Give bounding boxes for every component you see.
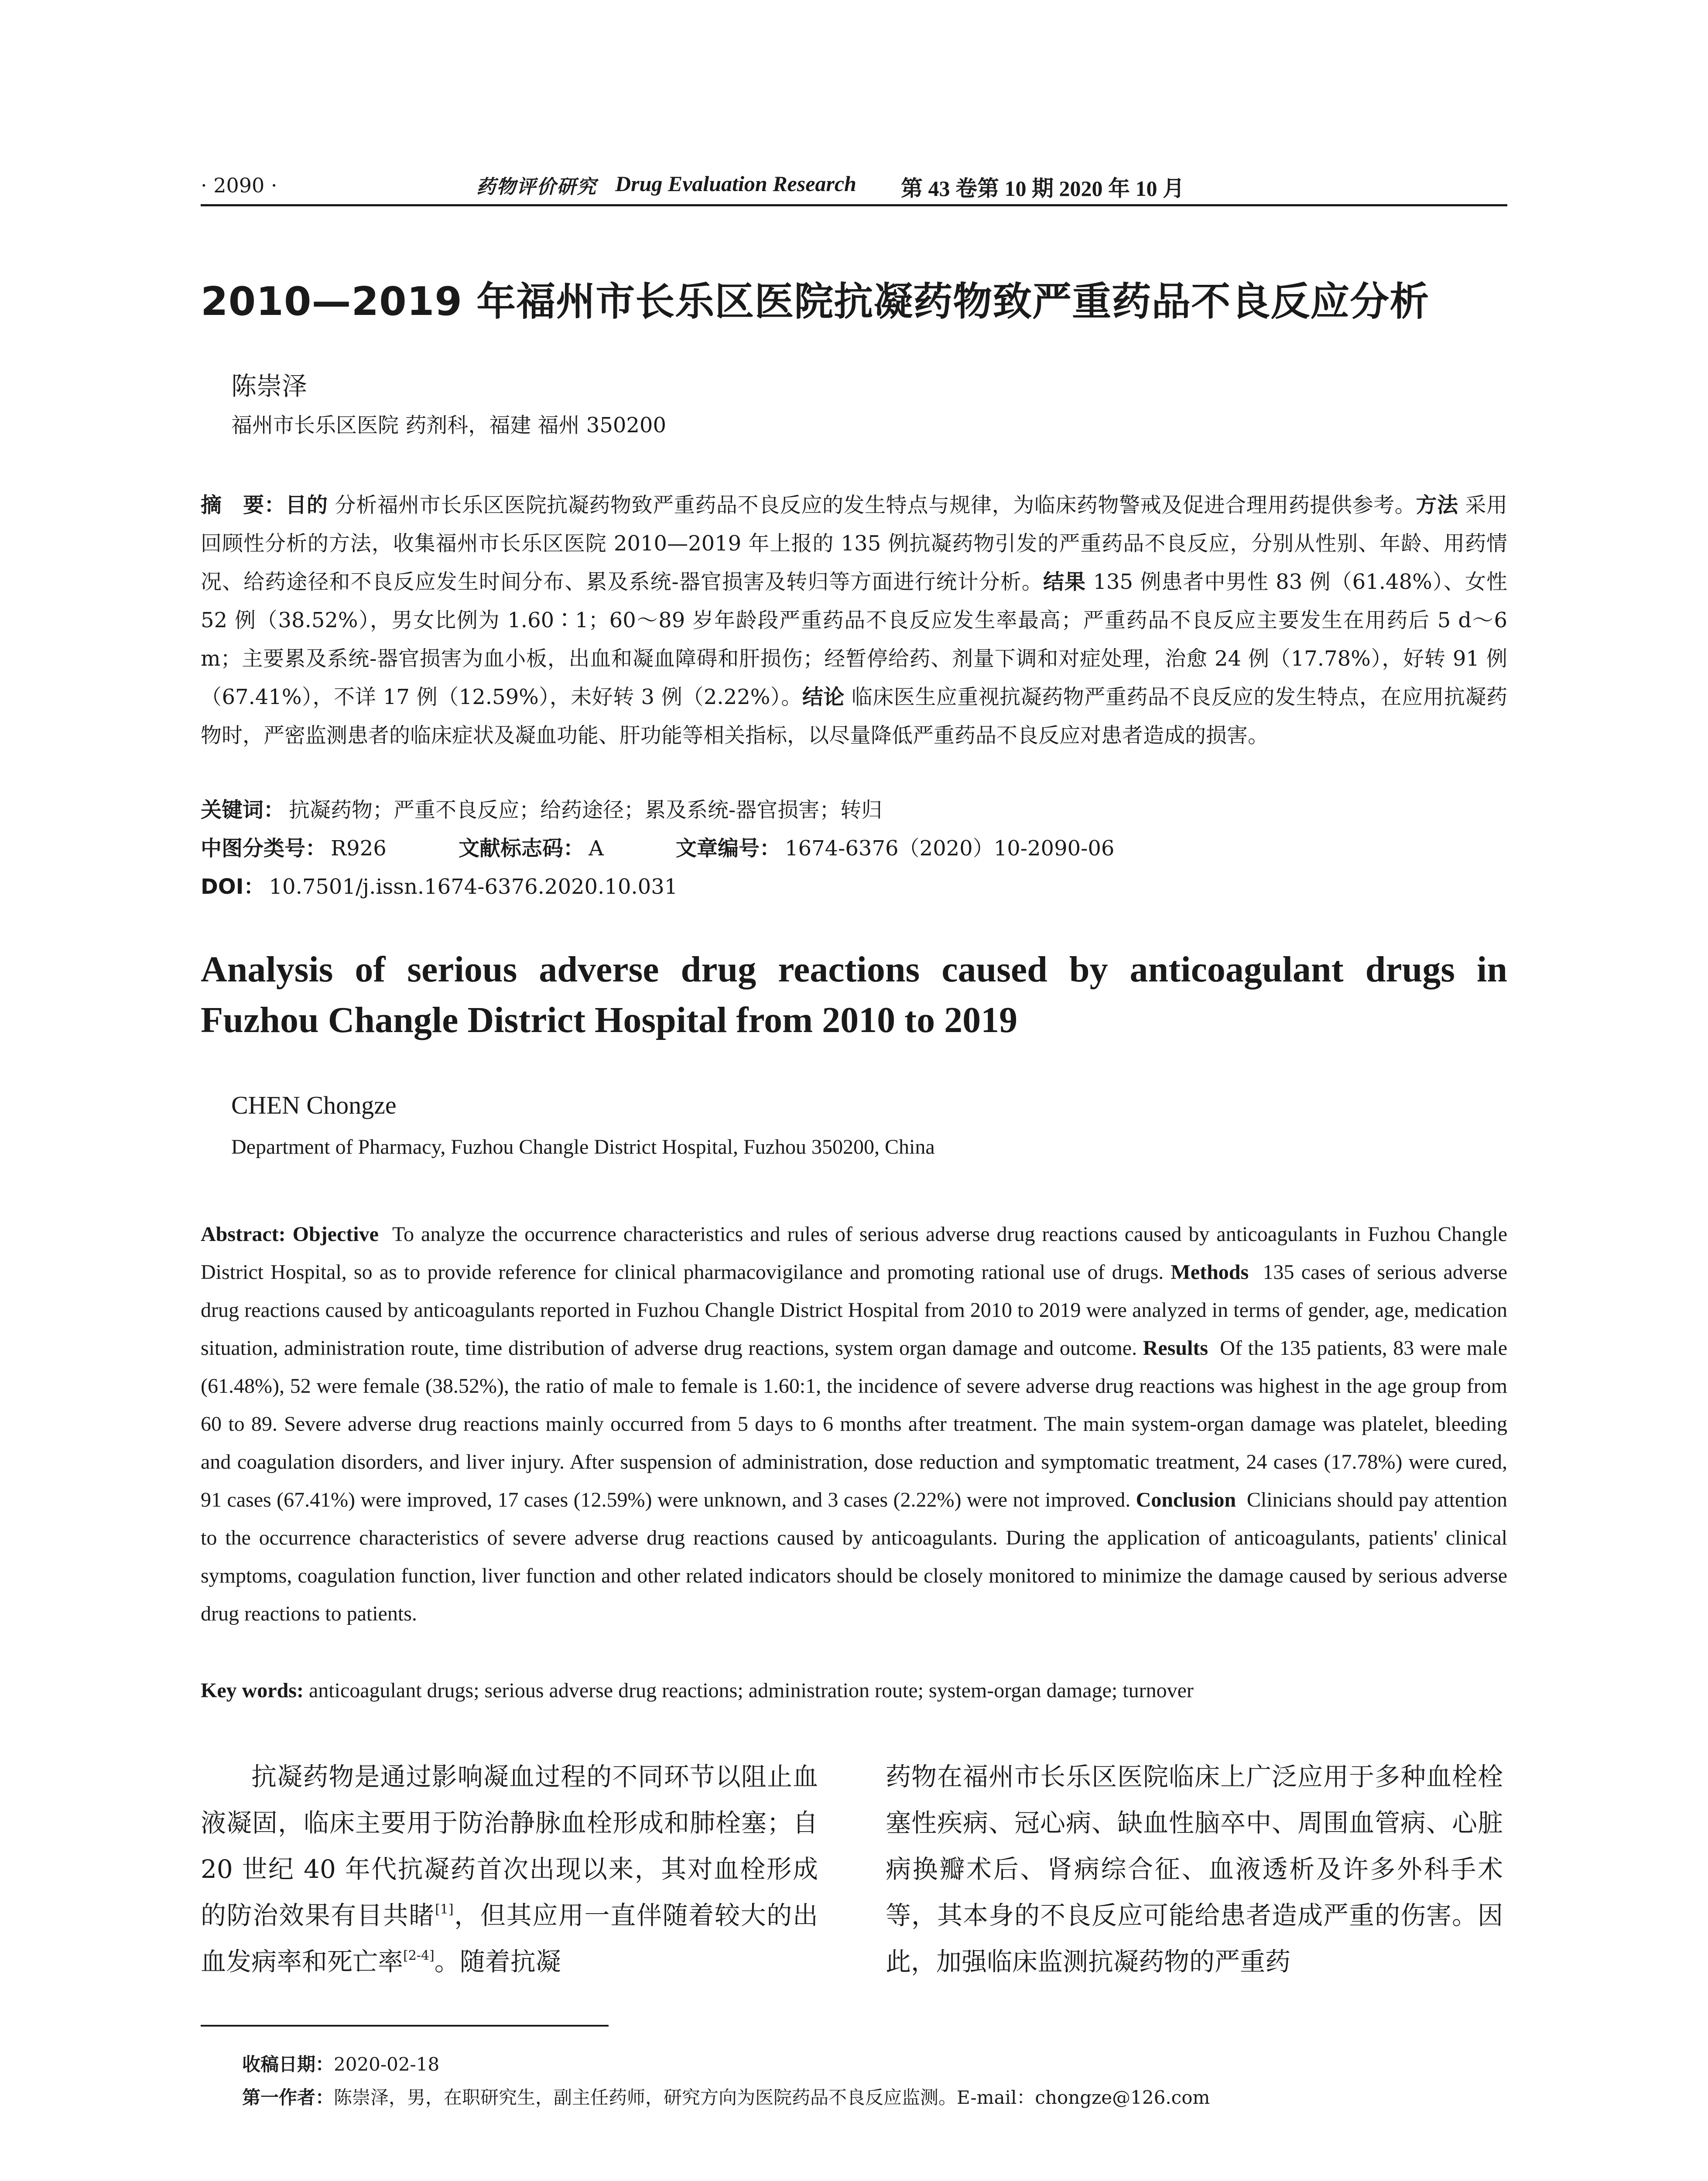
footnote-rule	[201, 2025, 609, 2027]
article-number-label: 文章编号：	[676, 836, 781, 861]
abstract-en-label: Abstract:	[201, 1223, 286, 1246]
page-number: · 2090 ·	[201, 174, 277, 197]
journal-logo: 药物评价研究	[476, 176, 597, 198]
keywords-en	[201, 1678, 1194, 1702]
conclusion-cn: 临床医生应重视抗凝药物严重药品不良反应的发生特点，在应用抗凝药物时，严密监测患者的临床症状及凝血功能、肝功能等相关指标，以尽量降低严重药品不良反应对患者造成的损害。	[201, 685, 1507, 748]
author-cn: 陈崇泽	[231, 371, 308, 401]
body-left-text-2: ，但其应用一直伴随着较大的出血发病率和死亡率	[201, 1901, 818, 1976]
affiliation-cn: 福州市长乐区医院 药剂科，福建 福州 350200	[231, 413, 667, 438]
citation-1: [1]	[435, 1902, 454, 1917]
author-en: CHEN Chongze	[231, 1091, 397, 1119]
doc-code-value: A	[589, 836, 604, 861]
title-cn: 2010—2019 年福州市长乐区医院抗凝药物致严重药品不良反应分析	[201, 279, 1430, 325]
methods-en: 135 cases of serious adverse drug reactions caused by anticoagulants reported in Fuzhou Changle District Hospital from 2010 to 2019 were analyzed in terms of gender, age, medication situation, administration route, time distribution of adverse drug reactions, system organ damage and outcome.	[201, 1261, 1508, 1360]
doi-label: DOI：	[201, 875, 265, 899]
classification-line	[201, 831, 1114, 861]
footnote-received	[242, 2050, 439, 2076]
methods-label-cn: 方法	[1416, 493, 1458, 517]
keywords-en-label: Key words:	[201, 1679, 304, 1702]
body-right-text: 药物在福州市长乐区医院临床上广泛应用于多种血栓栓塞性疾病、冠心病、缺血性脑卒中、周围血管病、心脏病换瓣术后、肾病综合征、血液透析及许多外科手术等，其本身的不良反应可能给患者造成严重的伤害。因此，加强临床监测抗凝药物的严重药	[886, 1762, 1503, 1976]
abstract-cn-label: 摘 要：	[201, 493, 286, 517]
objective-label-cn: 目的	[285, 493, 328, 517]
clc-value: R926	[331, 836, 387, 861]
doc-code-label: 文献标志码：	[459, 836, 585, 861]
header-rule	[201, 204, 1507, 206]
results-en: Of the 135 patients, 83 were male (61.48%), 52 were female (38.52%), the ratio of male to female is 1.60:1, the incidence of severe adverse drug reactions was highest in the age group from 60 to 89. Severe adverse drug reactions mainly occurred from 5 days to 6 months after treatment. The main system-organ damage was platelet, bleeding and coagulation disorders, and liver injury. After suspension of administration, dose reduction and symptomatic treatment, 24 cases (17.78%) were cured, 91 cases (67.41%) were improved, 17 cases (12.59%) were unknown, and 3 cases (2.22%) were not improved.	[201, 1337, 1507, 1511]
received-date: 2020-02-18	[334, 2054, 440, 2075]
keywords-cn	[201, 793, 882, 823]
doi-line	[201, 870, 678, 900]
citation-2-4: [2-4]	[403, 1948, 435, 1963]
title-en: Analysis of serious adverse drug reactions caused by anticoagulant drugs in Fuzhou Changle District Hospital from 2010 to 2019	[201, 949, 1507, 1040]
conclusion-en: Clinicians should pay attention to the occurrence characteristics of severe adverse drug reactions caused by anticoagulants. During the application of anticoagulants, patients' clinical symptoms, coagulation function, liver function and other related indicators should be closely monitored to minimize the damage caused by serious adverse drug reactions to patients.	[201, 1488, 1508, 1625]
body-left-text-3: 。随着抗凝	[434, 1947, 561, 1976]
conclusion-label-en: Conclusion	[1136, 1488, 1236, 1511]
journal-issue: 第 43 卷第 10 期 2020 年 10 月	[901, 176, 1184, 201]
abstract-cn	[201, 486, 1507, 755]
keywords-en-text: anticoagulant drugs; serious adverse drug reactions; administration route; system-organ damage; turnover	[308, 1679, 1194, 1702]
journal-name: Drug Evaluation Research	[615, 171, 856, 196]
methods-cn: 采用回顾性分析的方法，收集福州市长乐区医院 2010—2019 年上报的 135 例抗凝药物引发的严重药品不良反应，分别从性别、年龄、用药情况、给药途径和不良反应发生时间分布、累及系统-器官损害及转归等方面进行统计分析。	[201, 493, 1507, 594]
footnote-first-author	[242, 2083, 1210, 2109]
body-left-text-1: 抗凝药物是通过影响凝血过程的不同环节以阻止血液凝固，临床主要用于防治静脉血栓形成和肺栓塞；自 20 世纪 40 年代抗凝药首次出现以来，其对血栓形成的防治效果有目共睹	[201, 1762, 818, 1930]
conclusion-label-cn: 结论	[802, 685, 845, 709]
body-column-right	[886, 1754, 1503, 1985]
keywords-cn-text: 抗凝药物；严重不良反应；给药途径；累及系统-器官损害；转归	[289, 798, 883, 822]
first-author-info: 陈崇泽，男，在职研究生，副主任药师，研究方向为医院药品不良反应监测。E-mail：chongze@126.com	[334, 2087, 1210, 2108]
objective-label-en: Objective	[292, 1223, 379, 1246]
results-label-en: Results	[1143, 1337, 1208, 1360]
keywords-cn-label: 关键词：	[201, 798, 285, 822]
affiliation-en: Department of Pharmacy, Fuzhou Changle District Hospital, Fuzhou 350200, China	[231, 1135, 935, 1159]
objective-cn: 分析福州市长乐区医院抗凝药物致严重药品不良反应的发生特点与规律，为临床药物警戒及促进合理用药提供参考。	[335, 493, 1416, 517]
body-column-left	[201, 1754, 818, 1985]
article-number-value: 1674-6376（2020）10-2090-06	[785, 836, 1115, 861]
doi-value: 10.7501/j.issn.1674-6376.2020.10.031	[269, 875, 678, 899]
objective-en: To analyze the occurrence characteristics and rules of serious adverse drug reactions caused by anticoagulants in Fuzhou Changle District Hospital, so as to provide reference for clinical pharmacovigilance and promoting rational use of drugs.	[201, 1223, 1507, 1284]
results-label-cn: 结果	[1043, 570, 1086, 594]
clc-label: 中图分类号：	[201, 836, 327, 861]
first-author-label: 第一作者：	[242, 2087, 334, 2108]
received-label: 收稿日期：	[242, 2054, 334, 2075]
abstract-en	[201, 1215, 1507, 1633]
results-cn: 135 例患者中男性 83 例（61.48%）、女性 52 例（38.52%），男女比例为 1.60∶1；60～89 岁年龄段严重药品不良反应发生率最高；严重药品不良反应主要发生在用药后 5 d～6 m；主要累及系统-器官损害为血小板，出血和凝血障碍和肝损伤；经暂停给药、剂量下调和对症处理，治愈 24 例（17.78%），好转 91 例（67.41%），不详 17 例（12.59%），未好转 3 例（2.22%）。	[201, 570, 1507, 709]
methods-label-en: Methods	[1171, 1261, 1249, 1284]
